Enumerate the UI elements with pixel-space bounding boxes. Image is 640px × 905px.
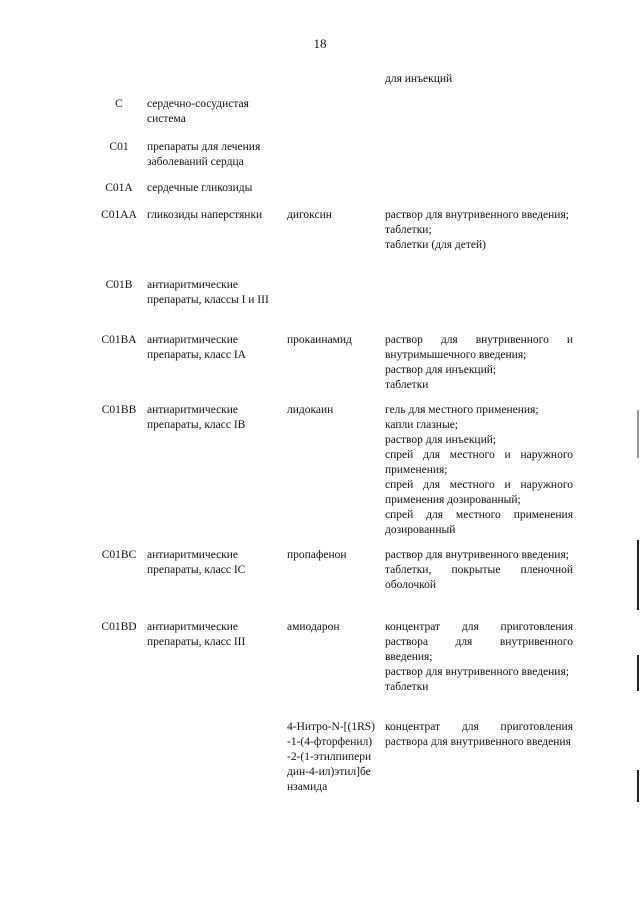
drug-name: дигоксин [287,209,332,221]
dosage-form: раствор для инъекций; [385,434,497,446]
dosage-forms [385,548,573,593]
drug-name: амиодарон [287,621,340,633]
dosage-forms [385,333,573,393]
atc-code: C01BD [101,621,137,633]
dosage-form: таблетки [385,681,429,693]
drug-name: пропафенон [287,549,347,561]
group-name: гликозиды наперстянки [147,209,263,221]
atc-code: C [115,98,123,110]
group-name: антиаритмические препараты, класс IC [147,549,246,576]
dosage-form: концентрат для приготовления раствора для внутривенного введения [385,721,573,748]
atc-code: C01A [105,182,133,194]
dosage-form: таблетки (для детей) [385,239,486,251]
dosage-form: раствор для инъекций; [385,364,497,376]
dosage-form: концентрат для приготовления раствора для внутривенного введения; [385,621,573,663]
drug-name: лидокаин [287,404,334,416]
drug-name: прокаинамид [287,334,352,346]
dosage-form: спрей для местного и наружного применения дозированный; [385,479,573,506]
dosage-forms [385,208,573,253]
dosage-form: спрей для местного применения дозированный [385,509,573,536]
dosage-form: спрей для местного и наружного применения; [385,449,573,476]
atc-code: C01 [109,141,129,153]
scan-edge-mark [637,410,639,458]
dosage-form: таблетки, покрытые пленочной оболочкой [385,564,573,591]
scan-edge-mark [637,655,639,691]
dosage-form: раствор для внутривенного и внутримышечного введения; [385,334,573,361]
atc-code: C01BA [101,334,137,346]
dosage-form: таблетки; [385,224,432,236]
dosage-form: раствор для внутривенного введения; [385,666,569,678]
scan-edge-mark [637,540,639,610]
group-name: антиаритмические препараты, класс IB [147,404,246,431]
dosage-forms [385,620,573,695]
dosage-form: таблетки [385,379,429,391]
group-name: антиаритмические препараты, класс III [147,621,246,648]
scan-edge-mark [637,770,639,802]
atc-code: C01BC [101,549,137,561]
dosage-form: гель для местного применения; [385,404,539,416]
group-name: сердечные гликозиды [147,182,253,194]
dosage-forms [385,720,573,750]
drug-name: 4-Нитро-N-[(1RS)-1-(4-фторфенил)-2-(1-этилпиперидин-4-ил)этил]бензамида [287,721,375,793]
group-name: препараты для лечения заболеваний сердца [147,141,261,168]
atc-code: C01AA [101,209,137,221]
dosage-forms [385,403,573,538]
dosage-form: раствор для внутривенного введения; [385,209,569,221]
group-name: сердечно-сосудистая система [147,98,249,125]
atc-code: C01B [105,279,133,291]
dosage-form: раствор для внутривенного введения; [385,549,569,561]
dosage-form: капли глазные; [385,419,458,431]
atc-code: C01BB [101,404,137,416]
group-name: антиаритмические препараты, классы I и III [147,279,269,306]
continued-dosage-form: для инъекций [385,73,453,85]
page-number: 18 [313,36,327,51]
group-name: антиаритмические препараты, класс IА [147,334,246,361]
